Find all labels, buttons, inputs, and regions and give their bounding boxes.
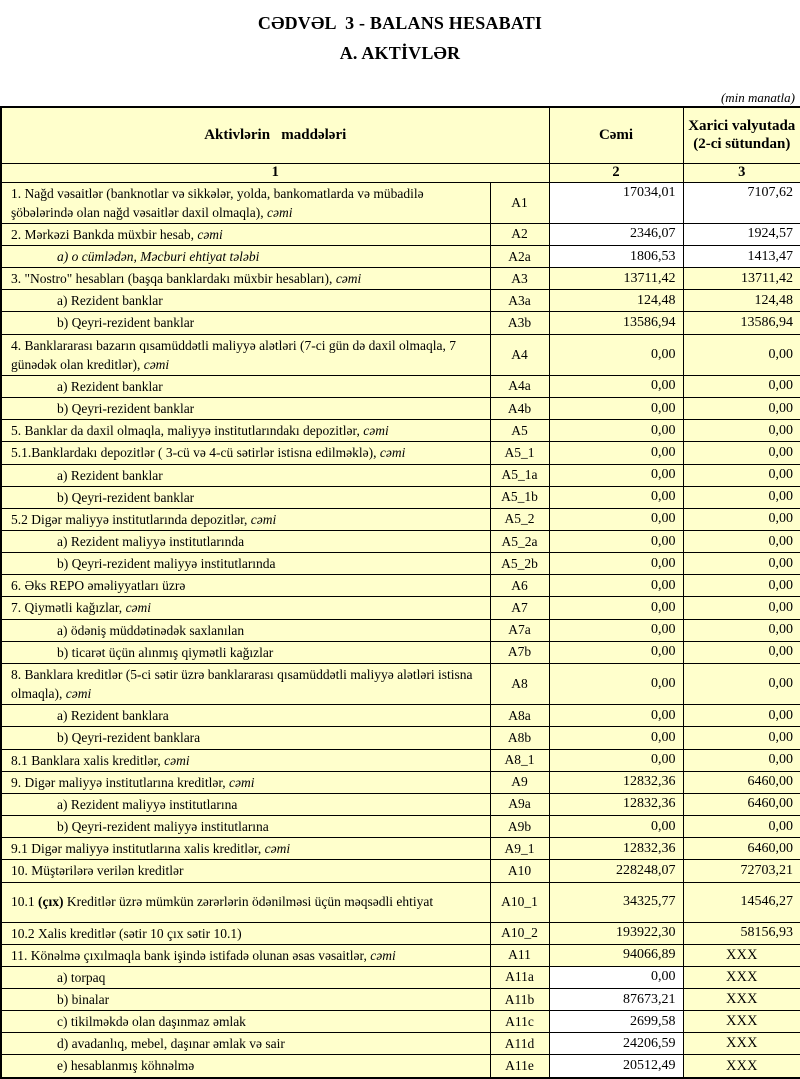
item-label-text: a) torpaq <box>57 969 106 985</box>
item-label-text: a) Rezident maliyyə institutlarında <box>57 534 245 549</box>
table-row <box>1 290 800 312</box>
item-label <box>1 553 490 575</box>
item-label <box>1 223 490 245</box>
item-label <box>1 771 490 793</box>
item-label <box>1 442 490 464</box>
item-label-text: cəmi <box>379 445 406 461</box>
item-label <box>1 334 490 375</box>
item-code: A8b <box>490 727 549 749</box>
item-label-text: cəmi <box>335 271 362 287</box>
table-row <box>1 1055 800 1078</box>
table-row <box>1 838 800 860</box>
item-label-text: cəmi <box>197 226 223 242</box>
item-code: A5_2b <box>490 553 549 575</box>
value-total: 0,00 <box>549 553 683 575</box>
item-code: A5_2 <box>490 508 549 530</box>
header-col-number-2: 2 <box>549 163 683 182</box>
item-label <box>1 619 490 641</box>
item-label-text: a) Rezident banklar <box>57 293 163 309</box>
item-label <box>1 641 490 663</box>
header-col-number-3: 3 <box>683 163 800 182</box>
value-foreign-currency: 14546,27 <box>683 882 800 922</box>
table-row <box>1 597 800 619</box>
item-label <box>1 966 490 988</box>
value-foreign-currency: XXX <box>683 966 800 988</box>
value-foreign-currency: 0,00 <box>683 398 800 420</box>
item-code: A9a <box>490 793 549 815</box>
value-total: 0,00 <box>549 531 683 553</box>
item-code: A9_1 <box>490 838 549 860</box>
value-foreign-currency: 6460,00 <box>683 771 800 793</box>
table-row <box>1 334 800 375</box>
report-subtitle: A. AKTİVLƏR <box>339 43 461 63</box>
item-code: A11c <box>490 1011 549 1033</box>
item-label-text: cəmi <box>125 600 152 616</box>
value-total: 13711,42 <box>549 268 683 290</box>
unit-note: (min manatla) <box>720 90 795 105</box>
value-foreign-currency: XXX <box>683 944 800 966</box>
item-label-text: 6. Əks REPO əməliyyatları üzrə <box>11 578 186 594</box>
table-row <box>1 268 800 290</box>
item-label <box>1 375 490 397</box>
item-label-text: a) Rezident banklar <box>57 378 163 394</box>
item-label-text: b) binalar <box>57 991 110 1007</box>
value-foreign-currency: 0,00 <box>683 375 800 397</box>
balance-table-body <box>1 182 800 1078</box>
balance-table <box>0 106 800 1079</box>
value-total: 12832,36 <box>549 793 683 815</box>
value-foreign-currency: 0,00 <box>683 508 800 530</box>
item-code: A2a <box>490 245 549 267</box>
item-code: A11b <box>490 988 549 1010</box>
item-code: A8 <box>490 663 549 704</box>
value-foreign-currency: XXX <box>683 1033 800 1055</box>
value-total: 87673,21 <box>549 988 683 1010</box>
value-total: 0,00 <box>549 749 683 771</box>
value-total: 228248,07 <box>549 860 683 882</box>
header-col-number-1: 1 <box>1 163 549 182</box>
item-label-text: 1. Nağd vəsaitlər (banknotlar və sikkələr, yolda, bankomatlarda və mübadilə şöbələrində olan nağd vəsaitlər daxil olmaqla), <box>11 185 424 220</box>
value-foreign-currency: 0,00 <box>683 663 800 704</box>
table-row <box>1 771 800 793</box>
item-label-text: b) Qeyri-rezident maliyyə institutlarına <box>57 819 269 835</box>
value-foreign-currency: 7107,62 <box>683 182 800 223</box>
value-total: 12832,36 <box>549 838 683 860</box>
header-foreign-column: Xarici valyutada (2-ci sütundan) <box>683 107 800 163</box>
item-code: A5_1a <box>490 464 549 486</box>
item-label <box>1 531 490 553</box>
item-label-text: 8. Banklara kreditlər (5-ci sətir üzrə banklararası qısamüddətli maliyyə alətləri istisna olmaqla), <box>11 666 473 702</box>
item-code: A3 <box>490 268 549 290</box>
item-label <box>1 312 490 334</box>
item-label-text: cəmi <box>164 752 190 768</box>
item-code: A11 <box>490 944 549 966</box>
item-label-text: 10.1 <box>11 894 38 910</box>
value-total: 0,00 <box>549 619 683 641</box>
item-label-text: cəmi <box>370 947 396 963</box>
item-label <box>1 245 490 267</box>
value-foreign-currency: 0,00 <box>683 553 800 575</box>
table-row <box>1 420 800 442</box>
table-row <box>1 398 800 420</box>
item-code: A5_2a <box>490 531 549 553</box>
item-label <box>1 816 490 838</box>
value-total: 0,00 <box>549 334 683 375</box>
item-label-text: 3. "Nostro" hesabları (başqa banklardakı müxbir hesabları), <box>11 271 336 287</box>
value-total: 20512,49 <box>549 1055 683 1078</box>
item-code: A9b <box>490 816 549 838</box>
item-label-text: b) Qeyri-rezident banklar <box>57 401 195 417</box>
value-total: 0,00 <box>549 464 683 486</box>
value-foreign-currency: 72703,21 <box>683 860 800 882</box>
item-code: A5_1b <box>490 486 549 508</box>
value-total: 0,00 <box>549 575 683 597</box>
item-code: A10_2 <box>490 922 549 944</box>
item-label-text: cəmi <box>250 511 277 527</box>
item-code: A7b <box>490 641 549 663</box>
item-label-text: (çıx) <box>38 894 64 910</box>
table-row <box>1 727 800 749</box>
table-row <box>1 182 800 223</box>
table-row <box>1 245 800 267</box>
item-label-text: 10.2 Xalis kreditlər (sətir 10 çıx sətir 10.1) <box>11 925 242 941</box>
value-total: 2346,07 <box>549 223 683 245</box>
item-label-text: 7. Qiymətli kağızlar, <box>11 600 126 616</box>
item-label <box>1 464 490 486</box>
table-row <box>1 749 800 771</box>
item-label <box>1 268 490 290</box>
item-label <box>1 860 490 882</box>
item-label <box>1 882 490 922</box>
item-label <box>1 1011 490 1033</box>
table-header <box>1 107 800 182</box>
item-code: A10 <box>490 860 549 882</box>
header-row-numbers <box>1 163 800 182</box>
item-label <box>1 663 490 704</box>
item-label-text: cəmi <box>65 686 92 702</box>
item-label <box>1 486 490 508</box>
item-code: A3b <box>490 312 549 334</box>
value-foreign-currency: 0,00 <box>683 575 800 597</box>
item-code: A2 <box>490 223 549 245</box>
table-row <box>1 705 800 727</box>
table-row <box>1 641 800 663</box>
item-code: A7a <box>490 619 549 641</box>
value-foreign-currency: 0,00 <box>683 816 800 838</box>
table-row <box>1 922 800 944</box>
value-total: 193922,30 <box>549 922 683 944</box>
value-total: 13586,94 <box>549 312 683 334</box>
item-label-text: d) avadanlıq, mebel, daşınar əmlak və sair <box>57 1036 285 1052</box>
value-foreign-currency: XXX <box>683 988 800 1010</box>
table-row <box>1 860 800 882</box>
item-label-text: 5.2 Digər maliyyə institutlarında depozitlər, <box>11 511 251 527</box>
item-label <box>1 944 490 966</box>
value-total: 0,00 <box>549 486 683 508</box>
value-total: 0,00 <box>549 663 683 704</box>
value-foreign-currency: 0,00 <box>683 464 800 486</box>
item-label-text: 9. Digər maliyyə institutlarına kreditlər, <box>11 774 230 790</box>
table-row <box>1 223 800 245</box>
table-row <box>1 663 800 704</box>
item-label-text: Kreditlər üzrə mümkün zərərlərin ödənilməsi üçün məqsədli ehtiyat <box>63 894 434 910</box>
item-label-text: a) o cümlədən, Məcburi ehtiyat tələbi <box>57 248 260 264</box>
item-label-text: 11. Könəlmə çıxılmaqla bank işində istifadə olunan əsas vəsaitlər, <box>11 947 371 963</box>
item-label <box>1 1055 490 1078</box>
value-foreign-currency: 0,00 <box>683 531 800 553</box>
item-label-text: cəmi <box>229 774 255 790</box>
value-total: 0,00 <box>549 597 683 619</box>
item-code: A8_1 <box>490 749 549 771</box>
value-total: 2699,58 <box>549 1011 683 1033</box>
item-label <box>1 420 490 442</box>
item-code: A5 <box>490 420 549 442</box>
value-total: 0,00 <box>549 727 683 749</box>
item-label <box>1 182 490 223</box>
value-foreign-currency: 0,00 <box>683 727 800 749</box>
table-row <box>1 1011 800 1033</box>
item-code: A11a <box>490 966 549 988</box>
value-foreign-currency: 0,00 <box>683 641 800 663</box>
item-label-text: 9.1 Digər maliyyə institutlarına xalis kreditlər, <box>11 841 265 857</box>
item-label-text: b) Qeyri-rezident banklara <box>57 730 201 746</box>
item-label-text: 8.1 Banklara xalis kreditlər, <box>11 752 165 768</box>
value-foreign-currency: XXX <box>683 1055 800 1078</box>
item-code: A3a <box>490 290 549 312</box>
table-row <box>1 988 800 1010</box>
value-total: 17034,01 <box>549 182 683 223</box>
header-row-labels <box>1 107 800 163</box>
item-label <box>1 793 490 815</box>
item-label-text: 10. Müştərilərə verilən kreditlər <box>11 863 184 879</box>
value-total: 24206,59 <box>549 1033 683 1055</box>
table-row <box>1 944 800 966</box>
value-foreign-currency: 1924,57 <box>683 223 800 245</box>
item-code: A7 <box>490 597 549 619</box>
table-row <box>1 312 800 334</box>
table-row <box>1 531 800 553</box>
value-foreign-currency: 0,00 <box>683 705 800 727</box>
table-row <box>1 619 800 641</box>
item-label <box>1 727 490 749</box>
value-total: 0,00 <box>549 966 683 988</box>
item-label-text: cəmi <box>264 841 291 857</box>
value-foreign-currency: 6460,00 <box>683 838 800 860</box>
value-total: 1806,53 <box>549 245 683 267</box>
item-label-text: b) Qeyri-rezident banklar <box>57 315 195 331</box>
item-label-text: b) ticarət üçün alınmış qiymətli kağızlar <box>57 644 274 660</box>
item-label <box>1 398 490 420</box>
table-row <box>1 553 800 575</box>
value-total: 12832,36 <box>549 771 683 793</box>
table-row <box>1 966 800 988</box>
item-label-text: a) ödəniş müddətinədək saxlanılan <box>57 622 245 638</box>
value-foreign-currency: 1413,47 <box>683 245 800 267</box>
value-total: 0,00 <box>549 641 683 663</box>
item-label-text: 2. Mərkəzi Bankda müxbir hesab, <box>11 226 198 242</box>
item-label-text: cəmi <box>267 204 293 220</box>
value-foreign-currency: 58156,93 <box>683 922 800 944</box>
item-label-text: b) Qeyri-rezident banklar <box>57 489 195 505</box>
item-label <box>1 838 490 860</box>
item-label <box>1 290 490 312</box>
value-total: 0,00 <box>549 398 683 420</box>
item-label <box>1 1033 490 1055</box>
value-total: 0,00 <box>549 508 683 530</box>
item-label <box>1 597 490 619</box>
value-foreign-currency: 13711,42 <box>683 268 800 290</box>
value-foreign-currency: 0,00 <box>683 597 800 619</box>
value-total: 0,00 <box>549 816 683 838</box>
table-row <box>1 464 800 486</box>
item-code: A11d <box>490 1033 549 1055</box>
value-total: 94066,89 <box>549 944 683 966</box>
item-label-text: e) hesablanmış köhnəlmə <box>57 1058 195 1074</box>
table-row <box>1 575 800 597</box>
value-total: 0,00 <box>549 705 683 727</box>
item-label-text: cəmi <box>143 356 170 372</box>
header-total-column: Cəmi <box>549 107 683 163</box>
report-title: CƏDVƏL 3 - BALANS HESABATI <box>257 13 543 33</box>
table-row <box>1 442 800 464</box>
table-row <box>1 882 800 922</box>
table-row <box>1 508 800 530</box>
item-label <box>1 508 490 530</box>
item-label <box>1 575 490 597</box>
value-total: 0,00 <box>549 420 683 442</box>
item-label-text: cəmi <box>363 423 389 439</box>
value-foreign-currency: 124,48 <box>683 290 800 312</box>
item-code: A1 <box>490 182 549 223</box>
item-code: A8a <box>490 705 549 727</box>
table-row <box>1 375 800 397</box>
value-foreign-currency: 13586,94 <box>683 312 800 334</box>
value-foreign-currency: 6460,00 <box>683 793 800 815</box>
item-label-text: 5. Banklar da daxil olmaqla, maliyyə institutlarındakı depozitlər, <box>11 423 364 439</box>
item-label-text: a) Rezident maliyyə institutlarına <box>57 796 238 812</box>
item-code: A9 <box>490 771 549 793</box>
item-code: A6 <box>490 575 549 597</box>
item-label-text: 4. Banklararası bazarın qısamüddətli maliyyə alətləri (7-ci gün də daxil olmaqla, 7 günədək olan kreditlər), <box>11 337 456 372</box>
item-code: A4 <box>490 334 549 375</box>
item-code: A4a <box>490 375 549 397</box>
item-code: A10_1 <box>490 882 549 922</box>
item-code: A11e <box>490 1055 549 1078</box>
item-label <box>1 749 490 771</box>
item-label-text: a) Rezident banklara <box>57 708 169 724</box>
value-foreign-currency: 0,00 <box>683 334 800 375</box>
item-label-text: c) tikilməkdə olan daşınmaz əmlak <box>57 1014 246 1030</box>
value-total: 0,00 <box>549 375 683 397</box>
value-total: 0,00 <box>549 442 683 464</box>
value-foreign-currency: 0,00 <box>683 442 800 464</box>
value-total: 124,48 <box>549 290 683 312</box>
value-foreign-currency: XXX <box>683 1011 800 1033</box>
item-label-text: b) Qeyri-rezident maliyyə institutlarında <box>57 556 276 572</box>
item-label <box>1 705 490 727</box>
value-foreign-currency: 0,00 <box>683 619 800 641</box>
item-label <box>1 922 490 944</box>
table-row <box>1 1033 800 1055</box>
item-label-text: a) Rezident banklar <box>57 467 163 483</box>
table-row <box>1 816 800 838</box>
item-code: A5_1 <box>490 442 549 464</box>
value-foreign-currency: 0,00 <box>683 420 800 442</box>
table-row <box>1 793 800 815</box>
value-foreign-currency: 0,00 <box>683 486 800 508</box>
header-items-column: Aktivlərin maddələri <box>1 107 549 163</box>
item-code: A4b <box>490 398 549 420</box>
value-total: 34325,77 <box>549 882 683 922</box>
value-foreign-currency: 0,00 <box>683 749 800 771</box>
item-label-text: 5.1.Banklardakı depozitlər ( 3-cü və 4-cü sətirlər istisna edilməklə), <box>11 445 380 461</box>
item-label <box>1 988 490 1010</box>
table-row <box>1 486 800 508</box>
